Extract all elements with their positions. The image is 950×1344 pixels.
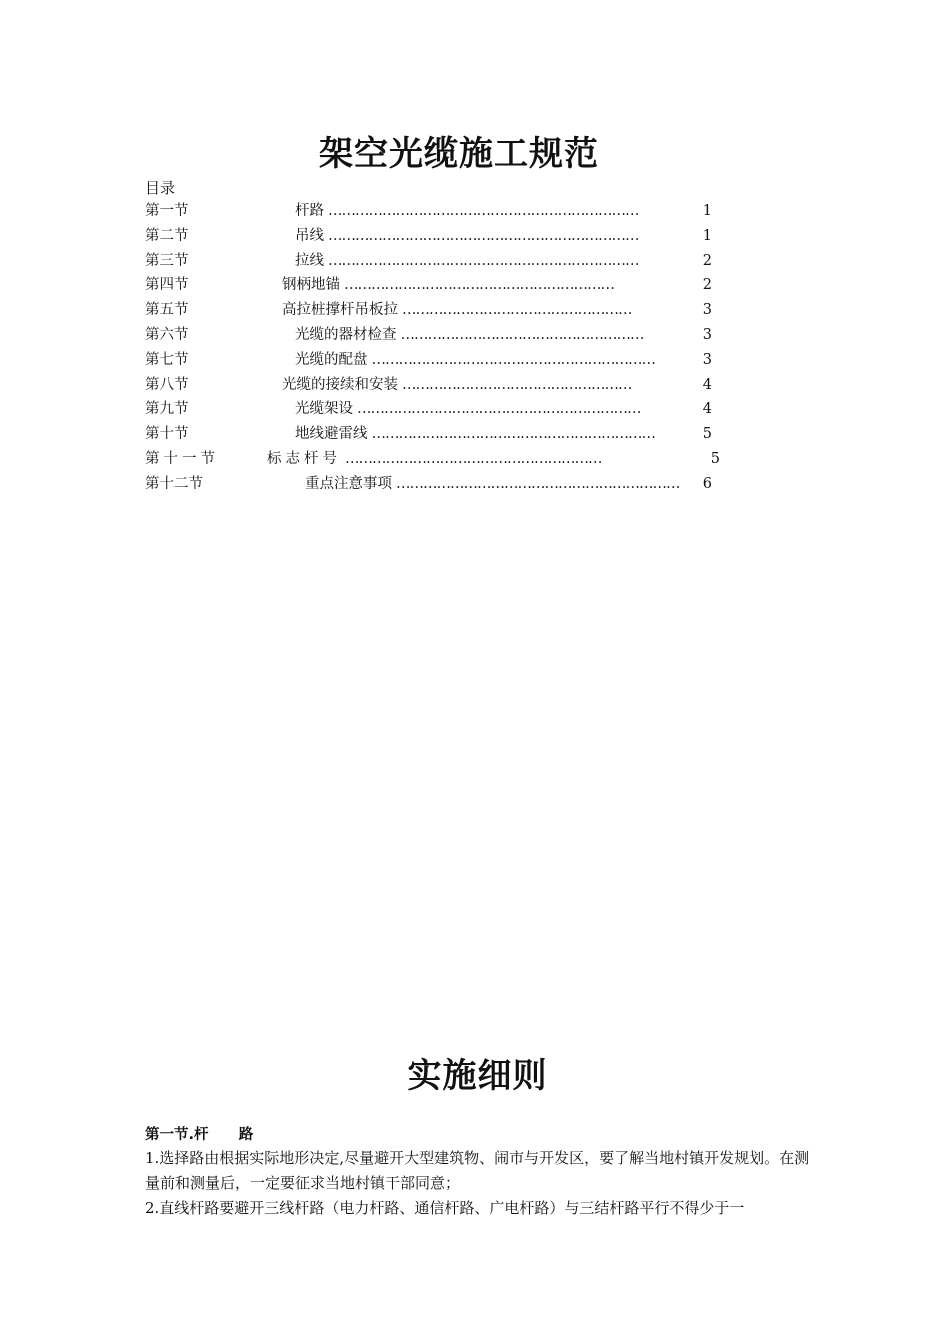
- toc-leader-dots: ……………………………………………: [402, 302, 632, 319]
- toc-page-number: 2: [702, 252, 712, 269]
- toc-leader-dots: ……………………………………………………………: [328, 203, 639, 219]
- toc-item[interactable]: [145, 201, 725, 226]
- toc-section-name: 重点注意事项: [305, 475, 392, 492]
- toc-section-name: 光缆的器材检查: [295, 326, 397, 343]
- toc-entry: [295, 325, 712, 345]
- toc-section-number: 第七节: [145, 351, 189, 368]
- toc-item[interactable]: [145, 226, 725, 251]
- toc-entry: [295, 350, 712, 370]
- toc-section-number: 第四节: [145, 277, 189, 294]
- toc-page-number: 5: [702, 426, 712, 443]
- toc-page-number: 3: [702, 326, 712, 343]
- toc-section-name: 光缆的配盘: [295, 351, 368, 368]
- toc-page-number: 1: [702, 227, 712, 244]
- toc-section-name: 地线避雷线: [295, 426, 368, 443]
- toc-section-name: 光缆的接续和安装: [282, 376, 398, 393]
- toc-page-number: 4: [702, 401, 712, 418]
- toc-section-number: 第二节: [145, 227, 189, 244]
- toc-section-number: 第十一节: [145, 450, 219, 467]
- toc-page-number: 6: [702, 475, 712, 492]
- toc-section-name: 高拉桩撑杆吊板拉: [282, 302, 398, 319]
- toc-leader-dots: ………………………………………………………: [371, 351, 655, 368]
- toc-leader-dots: …………………………………………………: [345, 450, 602, 467]
- toc-section-name: 标志杆号: [267, 450, 341, 467]
- toc-leader-dots: ………………………………………………………: [396, 475, 680, 492]
- paragraph-1: 1.选择路由根据实际地形决定,尽量避开大型建筑物、闹市与开发区，要了解当地村镇开发规划。在测量前和测量后，一定要征求当地村镇干部同意；: [145, 1149, 810, 1192]
- section-title: 实施细则: [407, 1056, 548, 1096]
- toc-section-number: 第六节: [145, 326, 189, 343]
- toc-section-name: 钢柄地锚: [282, 277, 340, 294]
- table-of-contents: [145, 201, 725, 499]
- toc-section-number: 第九节: [145, 401, 189, 418]
- toc-item[interactable]: [145, 251, 725, 276]
- toc-section-number: 第五节: [145, 302, 189, 319]
- toc-leader-dots: ……………………………………………………………: [328, 252, 639, 269]
- toc-section-name: 拉线: [295, 252, 324, 269]
- first-section-heading: 第一节.杆 路: [145, 1127, 254, 1143]
- toc-section-number: 第三节: [145, 252, 189, 269]
- toc-section-number: 第八节: [145, 376, 189, 393]
- toc-entry: [295, 424, 712, 444]
- toc-item[interactable]: [145, 424, 725, 449]
- first-section-body: [145, 1146, 810, 1221]
- toc-entry: [305, 474, 712, 494]
- toc-entry: [295, 251, 712, 271]
- toc-leader-dots: ……………………………………………………………: [328, 227, 639, 244]
- toc-section-number: 第十二节: [145, 475, 203, 492]
- toc-entry: [295, 201, 712, 221]
- toc-section-name: 杆路: [295, 203, 324, 219]
- toc-entry: [267, 449, 720, 469]
- toc-entry: [282, 275, 712, 295]
- toc-entry: [295, 399, 712, 419]
- toc-section-number: 第十节: [145, 426, 189, 443]
- toc-item[interactable]: [145, 449, 725, 474]
- toc-page-number: 5: [710, 450, 720, 467]
- toc-page-number: 3: [702, 302, 712, 319]
- toc-page-number: 4: [702, 376, 712, 393]
- toc-item[interactable]: [145, 275, 725, 300]
- toc-item[interactable]: [145, 399, 725, 424]
- toc-leader-dots: ……………………………………………………: [344, 277, 614, 294]
- toc-section-name: 光缆架设: [295, 401, 353, 418]
- document-title: 架空光缆施工规范: [319, 134, 599, 174]
- toc-item[interactable]: [145, 350, 725, 375]
- toc-section-number: 第一节: [145, 203, 189, 219]
- toc-leader-dots: ………………………………………………………: [357, 401, 641, 418]
- toc-page-number: 3: [702, 351, 712, 368]
- toc-entry: [295, 226, 712, 246]
- toc-item[interactable]: [145, 474, 725, 499]
- toc-entry: [282, 300, 712, 320]
- toc-item[interactable]: [145, 375, 725, 400]
- toc-section-name: 吊线: [295, 227, 324, 244]
- toc-page-number: 1: [702, 203, 712, 219]
- toc-leader-dots: ……………………………………………: [402, 376, 632, 393]
- toc-item[interactable]: [145, 325, 725, 350]
- toc-heading: 目录: [145, 179, 176, 197]
- toc-entry: [282, 375, 712, 395]
- toc-page-number: 2: [702, 277, 712, 294]
- toc-leader-dots: ………………………………………………: [400, 326, 644, 343]
- toc-item[interactable]: [145, 300, 725, 325]
- paragraph-2: 2.直线杆路要避开三线杆路（电力杆路、通信杆路、广电杆路）与三结杆路平行不得少于一: [145, 1199, 745, 1217]
- toc-leader-dots: ………………………………………………………: [371, 426, 655, 443]
